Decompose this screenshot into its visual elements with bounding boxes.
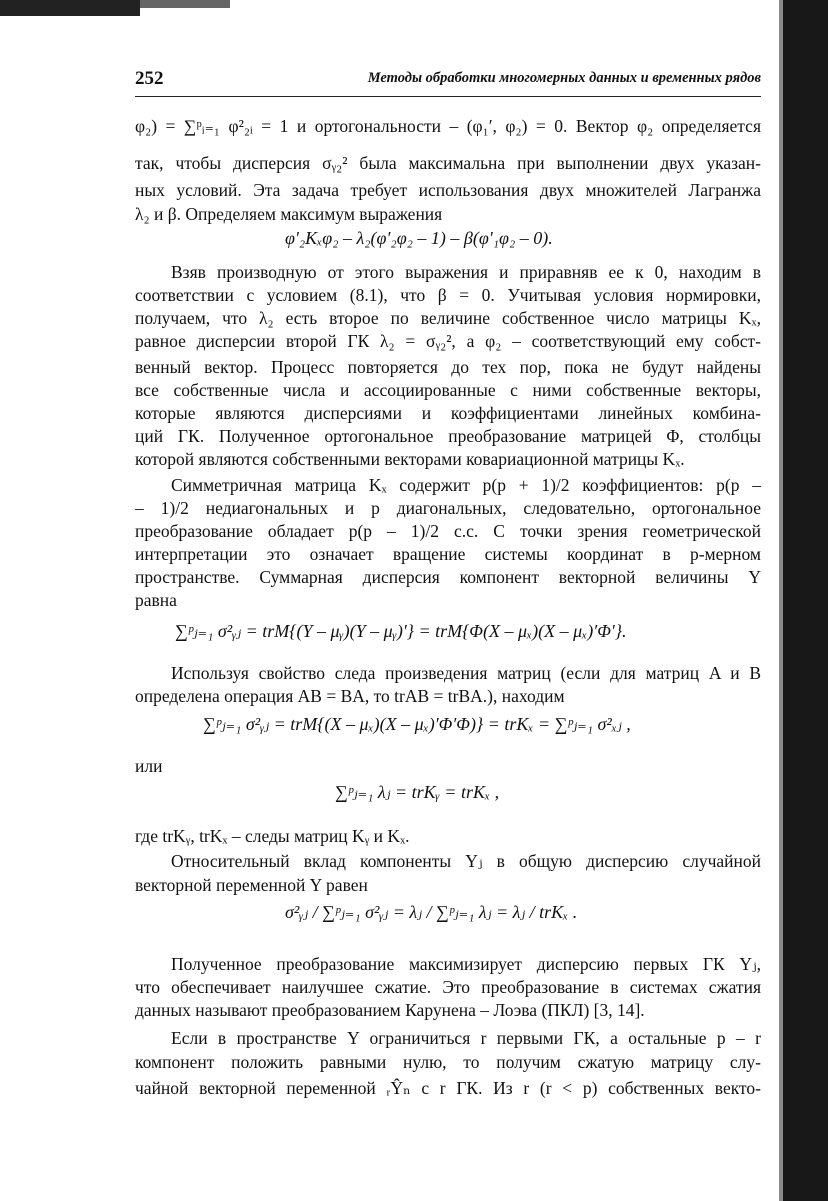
scan-edge-right [783, 0, 828, 1201]
text-line: равна [135, 590, 177, 610]
text-line: соответствии с условием (8.1), что β = 0. Учитывая условия нормировки, [135, 285, 761, 305]
formula-lagrange: φ′₂Kₓφ₂ – λ₂(φ′₂φ₂ – 1) – β(φ′₁φ₂ – 0). [285, 228, 553, 248]
text-line: где trKᵧ, trKₓ – следы матриц Kᵧ и Kₓ. [135, 826, 410, 846]
text-line: венный вектор. Процесс повторяется до тех пор, пока не будут найдены [135, 357, 761, 377]
or-word: или [135, 756, 163, 776]
book-page [135, 68, 761, 1098]
running-title: Методы обработки многомерных данных и временных рядов [367, 70, 761, 86]
text-line: которой являются собственными векторами ковариационной матрицы Kₓ. [135, 449, 685, 469]
text-line: все собственные числа и ассоциированные с ними собственные векторы, [135, 380, 761, 400]
text-line: чайной векторной переменной ᵣŶₙ с r ГК. Из r (r < p) собственных векто- [135, 1078, 761, 1098]
text-line: определена операция AB = BA, то trAB = trBA.), находим [135, 686, 565, 706]
formula-total-variance: ∑ᵖⱼ₌₁ σ²ᵧⱼ = trM{(Y – μᵧ)(Y – μᵧ)′} = trM{Φ(X – μₓ)(X – μₓ)′Φ′}. [175, 621, 627, 641]
text-line: Относительный вклад компоненты Yⱼ в общую дисперсию случайной [171, 851, 761, 871]
text-line: Симметричная матрица Kₓ содержит p(p + 1)/2 коэффициентов: p(p – [171, 475, 761, 495]
text-line: данных называют преобразованием Карунена – Лоэва (ПКЛ) [3, 14]. [135, 1000, 645, 1020]
formula-eigen-sum: ∑ᵖⱼ₌₁ λⱼ = trKᵧ = trKₓ , [335, 782, 500, 802]
text-line: – 1)/2 недиагональных и p диагональных, следовательно, ортогональное [135, 498, 761, 518]
text-line: Взяв производную от этого выражения и приравняв ее к 0, находим в [171, 262, 761, 282]
text-line: преобразование обладает p(p – 1)/2 с.с. С точки зрения геометрической [135, 521, 761, 541]
text-line: равное дисперсии второй ГК λ₂ = σᵧ₂², а φ₂ – соответствующий ему собст- [135, 331, 761, 351]
scan-edge-top-fade [140, 0, 230, 8]
text-line: что обеспечивает наилучшее сжатие. Это преобразование в системах сжатия [135, 977, 761, 997]
formula-relative-contribution: σ²ᵧⱼ / ∑ᵖⱼ₌₁ σ²ᵧⱼ = λⱼ / ∑ᵖⱼ₌₁ λⱼ = λⱼ / trKₓ . [285, 902, 578, 922]
text-line: пространстве. Суммарная дисперсия компонент векторной величины Y [135, 567, 761, 587]
scan-edge-top [0, 0, 140, 16]
text-line: которые являются дисперсиями и коэффициентами линейных комбина- [135, 403, 761, 423]
text-line: Используя свойство следа произведения матриц (если для матриц A и B [171, 663, 761, 683]
text-line: получаем, что λ₂ есть второе по величине собственное число матрицы Kₓ, [135, 308, 761, 328]
text-line: Если в пространстве Y ограничиться r первыми ГК, а остальные p – r [171, 1028, 761, 1048]
formula-trace-identity: ∑ᵖⱼ₌₁ σ²ᵧⱼ = trM{(X – μₓ)(X – μₓ)′Φ′Φ)} = trKₓ = ∑ᵖⱼ₌₁ σ²ₓⱼ , [203, 714, 631, 734]
text-line: ций ГК. Полученное ортогональное преобразование матрицей Φ, столбцы [135, 426, 761, 446]
text-line: векторной переменной Y равен [135, 875, 368, 895]
page-number: 252 [135, 68, 164, 89]
text-line: ных условий. Эта задача требует использования двух множителей Лагранжа [135, 180, 761, 200]
text-line: φ₂) = ∑ᵖᵢ₌₁ φ²₂ᵢ = 1 и ортогональности – (φ₁′, φ₂) = 0. Вектор φ₂ определяется [135, 116, 761, 136]
page-header [135, 68, 761, 97]
text-line: Полученное преобразование максимизирует дисперсию первых ГК Yⱼ, [171, 954, 761, 974]
text-line: λ₂ и β. Определяем максимум выражения [135, 204, 443, 224]
text-line: компонент положить равными нулю, то получим сжатую матрицу слу- [135, 1052, 761, 1072]
text-line: так, чтобы дисперсия σᵧ₂² была максимальна при выполнении двух указан- [135, 153, 761, 173]
text-line: интерпретации это означает вращение системы координат в p-мерном [135, 544, 761, 564]
